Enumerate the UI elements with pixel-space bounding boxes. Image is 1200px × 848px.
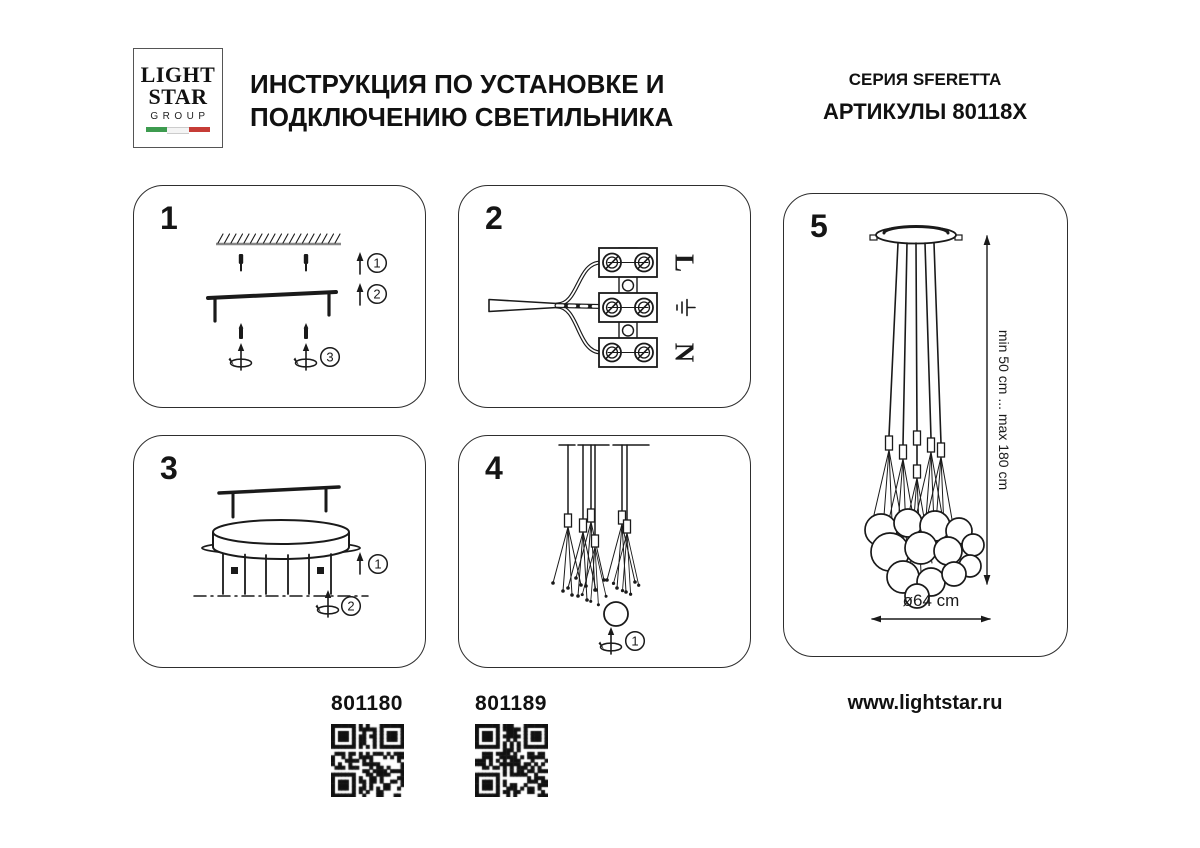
- svg-text:1: 1: [631, 633, 639, 649]
- step-marker-1: [369, 555, 388, 574]
- screwdriver-rotate-icon: [229, 343, 252, 370]
- power-cable: [489, 263, 601, 353]
- panel-step-3: [133, 435, 426, 668]
- svg-text:1: 1: [374, 556, 382, 572]
- lightstar-logo: [133, 48, 223, 148]
- mounting-bracket: [208, 292, 336, 321]
- dowel-icon: [304, 254, 308, 271]
- logo-word-star: STAR: [148, 84, 208, 109]
- article-block-1: [304, 692, 430, 797]
- up-arrow-icon: [357, 283, 364, 305]
- label-neutral: N: [669, 342, 700, 363]
- series-block: [788, 70, 1062, 125]
- italian-flag-stripe: [146, 127, 210, 132]
- screwdriver-rotate-icon: [316, 590, 339, 617]
- height-dimension-arrow: [984, 235, 1012, 585]
- articles-label: АРТИКУЛЫ 80118X: [822, 99, 1028, 124]
- pendant-wires: [551, 445, 649, 606]
- title-line-1: ИНСТРУКЦИЯ ПО УСТАНОВКЕ И: [250, 69, 665, 99]
- qr-code: [331, 724, 404, 797]
- website-url: www.lightstar.ru: [847, 692, 1003, 714]
- step-number: 5: [810, 208, 828, 244]
- up-arrow-icon: [357, 252, 364, 274]
- screwdriver-rotate-icon: [599, 627, 622, 654]
- svg-text:2: 2: [347, 598, 355, 614]
- label-line: L: [669, 253, 700, 273]
- ceiling-plate: [870, 227, 962, 244]
- svg-text:3: 3: [326, 349, 334, 365]
- panel-overview-5: [783, 193, 1068, 657]
- step-number: 4: [485, 450, 503, 486]
- step-marker-1: [626, 632, 645, 651]
- step-number: 3: [160, 450, 178, 486]
- dowel-icon: [239, 254, 243, 271]
- step-number: 2: [485, 200, 503, 236]
- series-label: СЕРИЯ SFERETTA: [848, 70, 1002, 89]
- fixture-overview-diagram: [784, 194, 1067, 656]
- step1-diagram: [134, 186, 425, 407]
- qr-code: [475, 724, 548, 797]
- panel-step-4: [458, 435, 751, 668]
- screw-icon: [239, 323, 244, 339]
- panel-step-2: [458, 185, 751, 408]
- logo-word-light: LIGHT: [140, 62, 216, 87]
- up-arrow-icon: [357, 552, 364, 574]
- terminal-block: [599, 248, 657, 367]
- step4-diagram: [459, 436, 750, 667]
- wire-spray: [551, 527, 583, 597]
- page-title: [250, 68, 673, 134]
- earth-icon: [677, 300, 695, 316]
- diameter-label: ø64 cm: [902, 591, 960, 610]
- logo-word-group: GROUP: [150, 111, 210, 122]
- screwdriver-rotate-icon: [294, 343, 317, 370]
- article-block-2: [448, 692, 574, 797]
- step3-diagram: [134, 436, 425, 667]
- height-range-label: min 50 cm ... max 180 cm: [995, 329, 1012, 491]
- mounting-bracket: [219, 487, 339, 517]
- ceiling-hatch: [216, 234, 341, 244]
- glass-sphere: [604, 602, 628, 626]
- step-marker-3: [321, 348, 340, 367]
- panel-step-1: [133, 185, 426, 408]
- pendant-wires: [194, 554, 368, 596]
- svg-text:2: 2: [373, 286, 381, 302]
- title-line-2: ПОДКЛЮЧЕНИЮ СВЕТИЛЬНИКА: [250, 102, 674, 132]
- step2-diagram: [459, 186, 750, 407]
- diameter-dimension-arrow: [871, 591, 991, 622]
- article-number: 801180: [331, 692, 403, 715]
- svg-text:1: 1: [373, 255, 381, 271]
- screw-icon: [304, 323, 309, 339]
- wire-spray: [605, 524, 637, 594]
- step-number: 1: [160, 200, 178, 236]
- step-marker-2: [368, 285, 387, 304]
- canopy: [202, 520, 360, 559]
- step-marker-2: [342, 597, 361, 616]
- step-marker-1: [368, 254, 387, 273]
- article-number: 801189: [475, 692, 547, 715]
